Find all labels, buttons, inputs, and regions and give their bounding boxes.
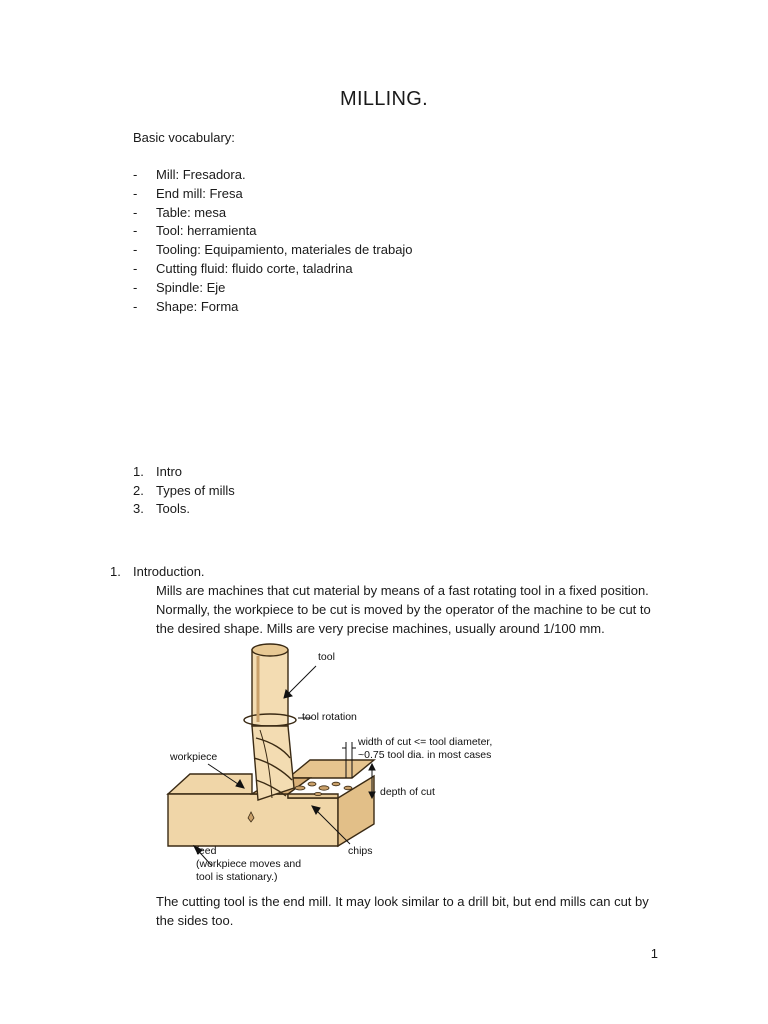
page-number: 1 — [650, 946, 658, 961]
toc-item — [133, 482, 235, 501]
list-item — [133, 166, 413, 185]
vocab-term: Cutting fluid: fluido corte, taladrina — [156, 260, 353, 276]
vocab-term: End mill: Fresa — [156, 185, 243, 201]
list-item — [133, 279, 413, 298]
list-marker: - — [133, 242, 138, 258]
label-width-of-cut-note: ~0.75 tool dia. in most cases — [358, 749, 492, 761]
label-feed-note-1: (workpiece moves and — [196, 858, 302, 870]
list-marker: - — [133, 185, 138, 201]
toc-label: Types of mills — [156, 482, 235, 498]
vocab-term: Spindle: Eje — [156, 279, 226, 295]
label-feed: feed — [196, 845, 217, 857]
vocabulary-list — [133, 166, 413, 316]
label-width-of-cut: width of cut <= tool diameter, — [358, 736, 493, 748]
list-marker: - — [133, 279, 138, 295]
list-marker: - — [133, 298, 138, 314]
vocab-term: Mill: Fresadora. — [156, 167, 246, 182]
toc-number: 1. — [133, 464, 144, 479]
section-number: 1. — [110, 564, 121, 579]
end-mill-diagram — [160, 638, 520, 888]
toc-number: 3. — [133, 501, 144, 517]
label-feed-note-2: tool is stationary.) — [196, 871, 278, 883]
list-item — [133, 204, 413, 223]
end-mill-illustration — [160, 638, 520, 888]
list-item — [133, 222, 413, 241]
list-item — [133, 185, 413, 204]
vocab-term: Tooling: Equipamiento, materiales de trabajo — [156, 242, 413, 258]
table-of-contents — [133, 463, 235, 519]
label-chips: chips — [348, 845, 373, 857]
toc-label: Intro — [156, 464, 183, 479]
list-marker: - — [133, 223, 138, 239]
toc-item — [133, 463, 235, 482]
list-item — [133, 298, 413, 317]
list-item — [133, 260, 413, 279]
list-marker: - — [133, 260, 138, 276]
vocab-term: Table: mesa — [156, 204, 227, 220]
label-tool-rotation: tool rotation — [302, 711, 357, 723]
list-item — [133, 241, 413, 260]
vocab-term: Tool: herramienta — [156, 223, 257, 239]
vocabulary-heading: Basic vocabulary: — [133, 130, 235, 145]
list-marker: - — [133, 204, 138, 220]
label-workpiece: workpiece — [170, 751, 218, 763]
intro-paragraph: Mills are machines that cut material by means of a fast rotating tool in a fixed position. Normally, the workpiece to be cut is moved by the operator of the machine to be cut to the desired shape. Mills are very precise machines, usually around 1/100 mm. — [156, 583, 651, 636]
toc-item — [133, 500, 235, 519]
end-mill-paragraph: The cutting tool is the end mill. It may look similar to a drill bit, but end mills can cut by the sides too. — [156, 894, 649, 928]
section-title: Introduction. — [133, 564, 205, 579]
toc-number: 2. — [133, 482, 144, 498]
toc-label: Tools. — [156, 501, 190, 517]
vocab-term: Shape: Forma — [156, 298, 239, 314]
list-marker: - — [133, 167, 138, 182]
label-tool: tool — [318, 651, 335, 663]
label-depth-of-cut: depth of cut — [380, 786, 435, 798]
page-title: MILLING. — [340, 88, 428, 110]
section-heading — [110, 562, 205, 581]
